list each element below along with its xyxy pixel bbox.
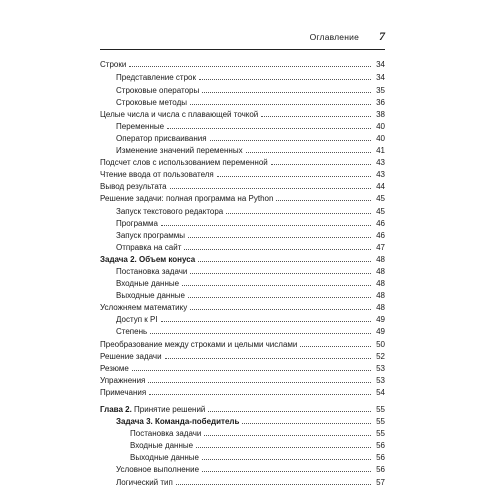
dot-leader (271, 164, 371, 165)
toc-entry (130, 439, 385, 451)
dot-leader (188, 237, 371, 238)
toc-entry-label: Целые числа и числа с плавающей точкой (100, 110, 259, 119)
toc-entry-label: Представление строк (116, 73, 196, 82)
dot-leader (190, 273, 371, 274)
dot-leader (167, 128, 371, 129)
dot-leader (210, 140, 371, 141)
toc-entry-label: Оператор присваивания (116, 134, 207, 143)
toc-entry-page: 52 (376, 352, 385, 361)
toc-entry-page: 48 (376, 279, 385, 288)
dot-leader (202, 459, 371, 460)
toc-entry-label: Строковые методы (116, 98, 187, 107)
dot-leader (242, 423, 371, 424)
running-header (100, 29, 385, 46)
toc-entry-bold-label: Задача 2. Объем конуса (100, 255, 196, 264)
toc-entry (100, 108, 385, 120)
dot-leader (217, 176, 371, 177)
toc-entry (100, 156, 385, 168)
dot-leader (182, 285, 371, 286)
toc-entry-page: 46 (376, 231, 385, 240)
dot-leader (149, 394, 371, 395)
toc-entry-page: 55 (376, 405, 385, 414)
dot-leader (196, 447, 371, 448)
dot-leader (202, 92, 371, 93)
dot-leader (190, 104, 371, 105)
toc-entry-label: Подсчет слов с использованием переменной (100, 158, 268, 167)
toc-entry (116, 132, 385, 144)
toc-entry-label: Запуск программы (116, 231, 186, 240)
toc-entry-page: 40 (376, 122, 385, 131)
toc-entry-page: 48 (376, 267, 385, 276)
toc-entry-chapter (100, 403, 385, 415)
toc-entry-page: 49 (376, 327, 385, 336)
toc-entry (100, 386, 385, 398)
toc-entry-page: 54 (376, 388, 385, 397)
toc-entry-label: Логический тип (116, 478, 173, 487)
toc-entry-bold-label: Задача 3. Команда-победитель (116, 417, 240, 426)
dot-leader (176, 484, 371, 485)
toc-entry-label: Примечания (100, 388, 147, 397)
toc-entry-page: 43 (376, 170, 385, 179)
toc-entry-page: 45 (376, 194, 385, 203)
toc-entry (100, 362, 385, 374)
dot-leader (199, 79, 371, 80)
dot-leader (188, 297, 371, 298)
toc-entry-label: Доступ к PI (116, 315, 158, 324)
dot-leader (132, 370, 371, 371)
toc-entry-label: Выходные данные (130, 453, 199, 462)
header-title: Оглавление (309, 32, 359, 42)
toc-entry-page: 34 (376, 60, 385, 69)
toc-entry (116, 313, 385, 325)
dot-leader (261, 116, 371, 117)
toc-entry-page: 34 (376, 73, 385, 82)
toc-entry-page: 45 (376, 207, 385, 216)
toc-entry-page: 43 (376, 158, 385, 167)
toc-entry-page: 41 (376, 146, 385, 155)
dot-leader (276, 200, 371, 201)
toc-entry-page: 50 (376, 340, 385, 349)
toc-entry (116, 144, 385, 156)
toc-entry (116, 229, 385, 241)
toc-entry-page: 53 (376, 376, 385, 385)
toc-entry-label: Изменение значений переменных (116, 146, 243, 155)
toc-entry-label: Входные данные (130, 441, 194, 450)
toc-entry-page: 57 (376, 478, 385, 487)
toc-entry-label: Решение задачи: полная программа на Python (100, 194, 274, 203)
toc-entry-page: 49 (376, 315, 385, 324)
toc-entry (116, 120, 385, 132)
dot-leader (198, 261, 371, 262)
toc-entry-label: Строки (100, 60, 127, 69)
dot-leader (204, 435, 371, 436)
toc-entry-page: 55 (376, 417, 385, 426)
toc-entry-page: 48 (376, 303, 385, 312)
toc-entry-label: Постановка задачи (116, 267, 188, 276)
toc-entry-label: Преобразование между строками и целыми числами (100, 340, 298, 349)
toc-entry-page: 44 (376, 182, 385, 191)
toc-entry-label: Программа (116, 219, 158, 228)
toc-entry-label: Входные данные (116, 279, 180, 288)
toc-entry (116, 205, 385, 217)
toc-entry (100, 180, 385, 192)
toc-entry-page: 55 (376, 429, 385, 438)
dot-leader (161, 225, 371, 226)
toc-entry-page: 38 (376, 110, 385, 119)
dot-leader (202, 471, 371, 472)
dot-leader (129, 66, 371, 67)
dot-leader (208, 411, 371, 412)
dot-leader (165, 358, 371, 359)
toc-entry-label: Строковые операторы (116, 86, 200, 95)
toc-entry (116, 289, 385, 301)
toc-entry-page: 53 (376, 364, 385, 373)
chapter-number: Глава 2. (100, 405, 132, 414)
toc-entry (116, 71, 385, 83)
toc-entry (116, 463, 385, 475)
dot-leader (300, 346, 371, 347)
toc-entry (116, 241, 385, 253)
dot-leader (148, 382, 371, 383)
dot-leader (190, 309, 371, 310)
toc-entry-label: Упражнения (100, 376, 146, 385)
chapter-title: Принятие решений (131, 405, 206, 414)
toc-entry-task (100, 253, 385, 265)
toc-entry (116, 84, 385, 96)
toc-entry-label: Отправка на сайт (116, 243, 182, 252)
toc-entry (100, 168, 385, 180)
toc-entry-label: Резюме (100, 364, 129, 373)
toc-entry-page: 46 (376, 219, 385, 228)
toc-entry-page: 48 (376, 255, 385, 264)
toc-entry-page: 56 (376, 453, 385, 462)
toc-entry (116, 325, 385, 337)
toc-entry-label: Решение задачи (100, 352, 162, 361)
toc-entry-label: Переменные (116, 122, 165, 131)
toc-entry-page: 48 (376, 291, 385, 300)
toc-entry (116, 476, 385, 488)
toc-entry (100, 338, 385, 350)
toc-entry-label: Вывод результата (100, 182, 167, 191)
toc-entry (116, 265, 385, 277)
header-page-number: 7 (379, 29, 385, 43)
dot-leader (161, 321, 371, 322)
toc-entry-page: 56 (376, 465, 385, 474)
toc-entry (100, 301, 385, 313)
toc-entry (100, 192, 385, 204)
header-rule (100, 49, 385, 50)
toc-entry-page: 35 (376, 86, 385, 95)
toc-entry-label: Выходные данные (116, 291, 185, 300)
toc-entry-page: 40 (376, 134, 385, 143)
toc-entry (116, 277, 385, 289)
toc-entry (100, 58, 385, 70)
toc-entry (100, 350, 385, 362)
toc-entry-label: Усложняем математику (100, 303, 188, 312)
dot-leader (226, 213, 371, 214)
toc-entry-page: 56 (376, 441, 385, 450)
toc-entry-label: Запуск текстового редактора (116, 207, 224, 216)
toc-entry (130, 427, 385, 439)
dot-leader (170, 188, 371, 189)
dot-leader (246, 152, 371, 153)
toc-entry (100, 374, 385, 386)
dot-leader (184, 249, 371, 250)
toc-entry (116, 96, 385, 108)
toc-entry-label: Постановка задачи (130, 429, 202, 438)
toc-entry (130, 451, 385, 463)
toc-entry-page: 47 (376, 243, 385, 252)
toc-entry-label: Условное выполнение (116, 465, 200, 474)
dot-leader (150, 333, 371, 334)
toc-entry-task (116, 415, 385, 427)
toc-entry-page: 36 (376, 98, 385, 107)
toc-entry-label: Степень (116, 327, 148, 336)
toc-entry-label: Чтение ввода от пользователя (100, 170, 214, 179)
toc-entry (116, 217, 385, 229)
